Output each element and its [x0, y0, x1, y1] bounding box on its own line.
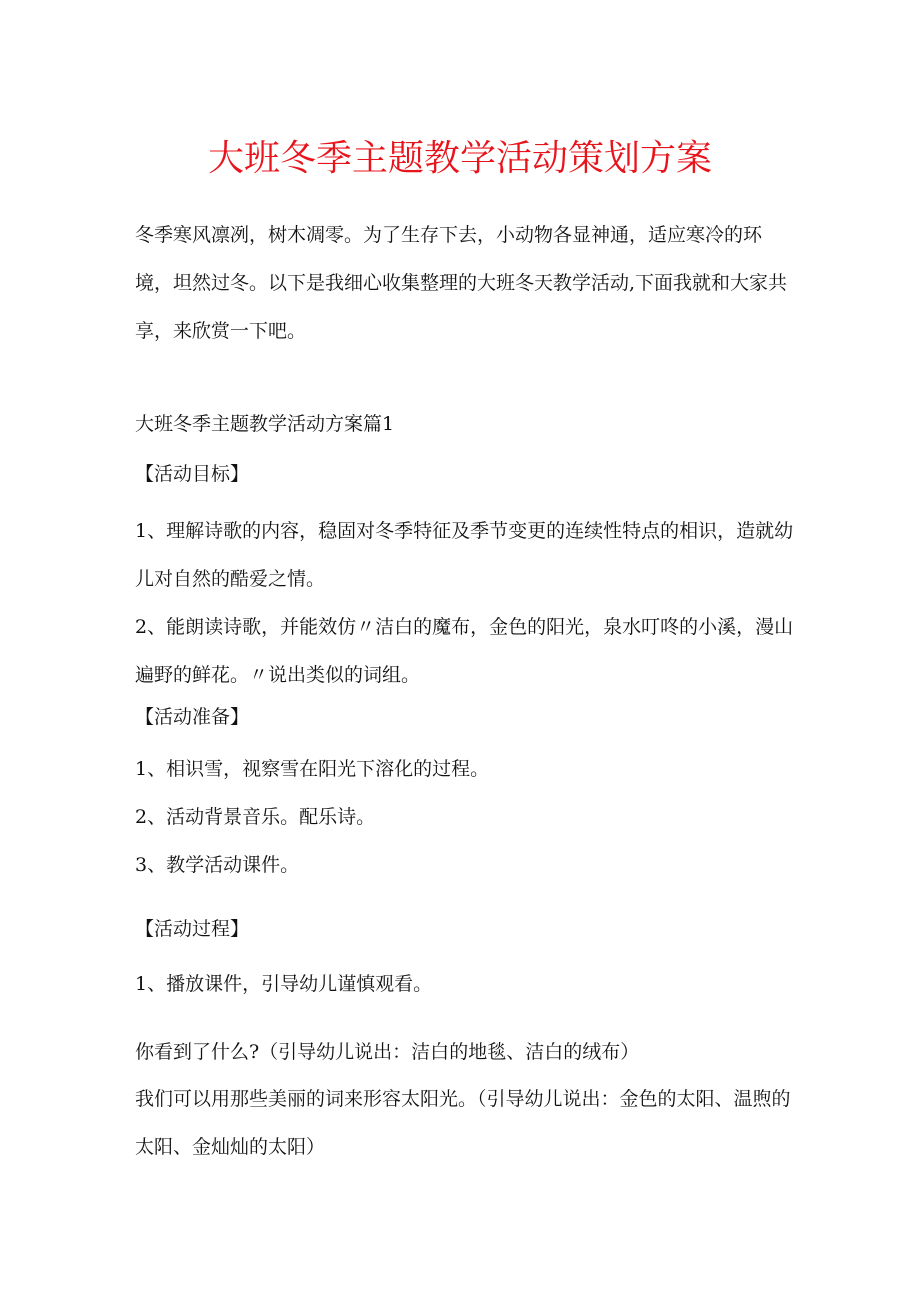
goal-item-1: [135, 507, 795, 603]
intro-text: 冬季寒风凛冽，树木凋零。为了生存下去，小动物各显神通，适应寒冷的环境，坦然过冬。以下是我细心收集整理的大班冬天教学活动,下面我就和大家共享，来欣赏一下吧。: [135, 224, 788, 342]
process-item-1: 1、播放课件，引导幼儿谨慎观看。: [135, 973, 433, 995]
goal-item-2: [135, 603, 795, 699]
intro-paragraph: [135, 211, 795, 355]
goal-2-text: 2、能朗读诗歌，并能效仿〃洁白的魔布，金色的阳光，泉水叮咚的小溪，漫山遍野的鲜花。〃说出类似的词组。: [135, 616, 794, 686]
question-2-paragraph: [135, 1075, 795, 1171]
goal-1-text: 1、理解诗歌的内容，稳固对冬季特征及季节变更的连续性特点的相识，造就幼儿对自然的酷爱之情。: [135, 520, 794, 590]
section-title: 大班冬季主题教学活动方案篇1: [135, 413, 395, 435]
goals-heading: 【活动目标】: [135, 463, 250, 485]
question-2-text: 我们可以用那些美丽的词来形容太阳光。（引导幼儿说出：金色的太阳、温煦的太阳、金灿灿的太阳）: [135, 1088, 791, 1158]
prep-item-2: 2、活动背景音乐。配乐诗。: [135, 806, 376, 828]
prep-item-3: 3、教学活动课件。: [135, 854, 300, 876]
prep-item-1: 1、相识雪，视察雪在阳光下溶化的过程。: [135, 758, 490, 780]
process-heading: 【活动过程】: [135, 918, 250, 940]
document-title: 大班冬季主题教学活动策划方案: [207, 138, 712, 179]
prep-heading: 【活动准备】: [135, 706, 250, 728]
question-1: 你看到了什么?（引导幼儿说出：洁白的地毯、洁白的绒布）: [135, 1041, 640, 1063]
